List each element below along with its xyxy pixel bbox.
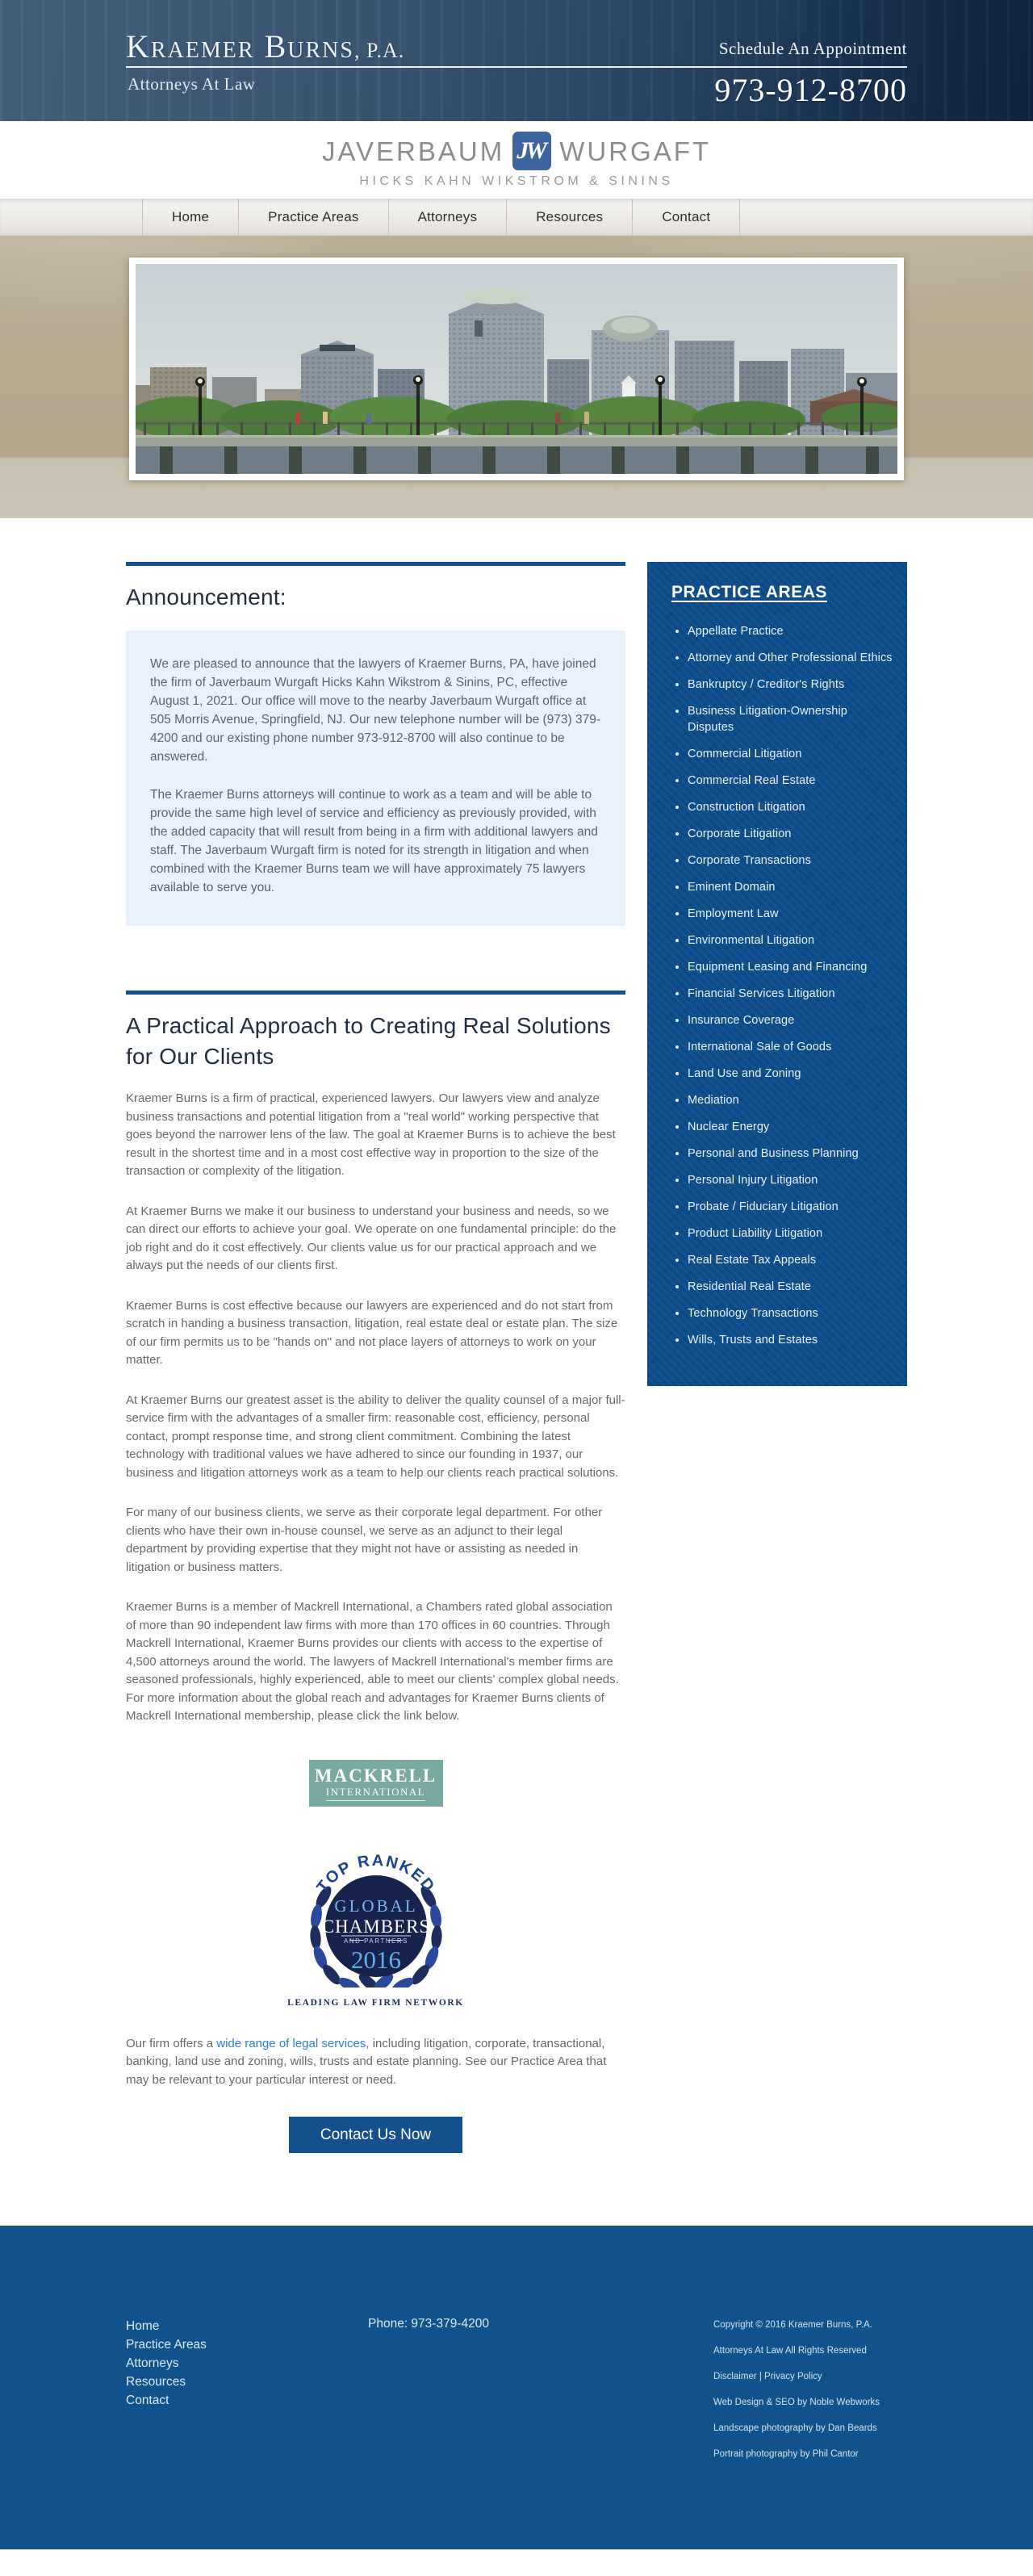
practice-area-item[interactable]: • Bankruptcy / Creditor's Rights — [688, 676, 893, 693]
footer-phone[interactable]: Phone: 973-379-4200 — [368, 2317, 489, 2331]
practice-areas-sidebar — [647, 562, 907, 1386]
practice-areas-list — [671, 623, 893, 1348]
svg-text:CHAMBERS: CHAMBERS — [321, 1916, 430, 1937]
svg-text:2016: 2016 — [350, 1945, 401, 1974]
practice-area-item[interactable]: • Personal Injury Litigation — [688, 1172, 893, 1188]
announcement-paragraph: The Kraemer Burns attorneys will continue to work as a team and will be able to provide the same high level of service and efficiency as previously provided, with the added capacity that will result from being in a firm with additional lawyers and staff. The Javerbaum Wurgaft firm is noted for its strength in litigation and when combined with the Kraemer Burns team we will have approximately 75 lawyers available to serve you. — [150, 788, 598, 894]
body-paragraph: At Kraemer Burns our greatest asset is the ability to deliver the quality counsel of a major full-service firm with the advantages of a smaller firm: reasonable cost, efficiency, personal contact, prompt response time, and strong client commitment. Combining the latest technology with traditional values we have adhered to since our founding in 1937, our business and litigation attorneys work as a team to help our clients reach practical solutions. — [126, 1393, 625, 1480]
body-paragraph: For many of our business clients, we serve as their corporate legal department. For other clients who have their own in-house counsel, we serve as an adjunct to their legal department by providing expertise that they might not have or assisting as needed in litigation or business matters. — [126, 1506, 603, 1574]
practice-area-item[interactable]: • International Sale of Goods — [688, 1039, 893, 1055]
practice-area-item[interactable]: • Real Estate Tax Appeals — [688, 1252, 893, 1268]
nav-menu — [142, 199, 907, 236]
intro-paragraphs — [126, 1090, 625, 1726]
schedule-appointment-label[interactable]: Schedule An Appointment — [718, 39, 907, 58]
body-paragraph: At Kraemer Burns we make it our business to understand your business and needs, so we can direct our efforts to achieve your goal. We operate on one fundamental principle: do the job right and do it cost effectively. Our clients value us for our practical approach and we always put the needs of our clients first. — [126, 1204, 617, 1272]
footer-nav-item[interactable]: Home — [126, 2319, 160, 2333]
footer-nav-item[interactable]: Practice Areas — [126, 2338, 207, 2352]
practice-area-item[interactable]: • Financial Services Litigation — [688, 986, 893, 1002]
practice-area-item[interactable]: • Technology Transactions — [688, 1305, 893, 1322]
main-navigation — [0, 199, 1033, 236]
footer-legal-line: Attorneys At Law All Rights Reserved — [713, 2346, 867, 2356]
body-paragraph: Kraemer Burns is a firm of practical, experienced lawyers. Our lawyers view and analyze business transactions and potential litigation from a "real world" working perspective that goes beyond the narrower lens of the law. The goal at Kraemer Burns is to achieve the best result in the shortest time and in a most cost effective way in proportion to the size of the transaction or complexity of the litigation. — [126, 1091, 616, 1178]
practice-area-item[interactable]: • Appellate Practice — [688, 623, 893, 639]
footer-nav-item[interactable]: Attorneys — [126, 2356, 179, 2370]
logo-word-wurgaft: WURGAFT — [559, 136, 712, 166]
nav-item[interactable]: Contact — [632, 199, 740, 236]
practice-area-item[interactable]: • Commercial Litigation — [688, 746, 893, 762]
practice-area-item[interactable]: • Personal and Business Planning — [688, 1146, 893, 1162]
practice-area-item[interactable]: • Insurance Coverage — [688, 1012, 893, 1028]
intro-heading: A Practical Approach to Creating Real Solutions for Our Clients — [126, 1013, 611, 1069]
site-footer-bottom — [0, 2226, 1033, 2549]
practice-area-item[interactable]: • Probate / Fiduciary Litigation — [688, 1199, 893, 1215]
nav-item[interactable]: Home — [142, 199, 238, 236]
closing-paragraph — [126, 2035, 625, 2090]
svg-text:GLOBAL: GLOBAL — [333, 1895, 418, 1916]
jw-monogram-icon: JW — [512, 132, 551, 170]
site-header — [0, 0, 1033, 121]
footer-nav-links — [126, 2317, 368, 2472]
footer-legal — [713, 2317, 907, 2472]
primary-column — [126, 562, 625, 2153]
footer-legal-line: Copyright © 2016 Kraemer Burns, P.A. — [713, 2320, 872, 2330]
announcement-heading: Announcement: — [126, 584, 286, 609]
announcement-box — [126, 630, 625, 926]
chambers-badge[interactable] — [126, 1829, 625, 2008]
practice-area-item[interactable]: • Corporate Litigation — [688, 826, 893, 842]
practice-area-item[interactable]: • Equipment Leasing and Financing — [688, 959, 893, 975]
hero-photo — [129, 258, 904, 480]
practice-area-item[interactable]: • Construction Litigation — [688, 799, 893, 815]
practice-area-item[interactable]: • Residential Real Estate — [688, 1279, 893, 1295]
legal-services-link[interactable]: wide range of legal services — [216, 2036, 366, 2050]
nav-item[interactable]: Resources — [506, 199, 632, 236]
logo-band — [0, 121, 1033, 199]
header-divider-line — [126, 66, 907, 68]
logo-subline: HICKS KAHN WIKSTROM & SININS — [359, 174, 674, 188]
practice-area-item[interactable]: • Mediation — [688, 1092, 893, 1108]
footer-nav-item[interactable]: Contact — [126, 2394, 169, 2407]
firm-name-main: Kraemer Burns — [126, 28, 354, 65]
main-content — [0, 518, 1033, 2226]
footer-nav-item[interactable]: Resources — [126, 2375, 186, 2389]
intro-accent-bar — [126, 991, 625, 995]
practice-area-item[interactable]: • Attorney and Other Professional Ethics — [688, 650, 893, 666]
mackrell-international-logo[interactable] — [309, 1760, 443, 1807]
practice-area-item[interactable]: • Corporate Transactions — [688, 852, 893, 869]
javerbaum-wurgaft-logo[interactable] — [322, 132, 711, 188]
firm-name-suffix: , P.A. — [353, 39, 405, 62]
mackrell-logo-line1: MACKRELL — [314, 1765, 437, 1786]
announcement-paragraph: We are pleased to announce that the lawyers of Kraemer Burns, PA, have joined the firm of Javerbaum Wurgaft Hicks Kahn Wikstrom & Sinins, PC, effective August 1, 2021. Our office will move to the nearby Javerbaum Wurgaft office at 505 Morris Avenue, Springfield, NJ. Our new telephone number will be (973) 379-4200 and our existing phone number 973-912-8700 will also continue to be answered. — [150, 657, 601, 764]
chambers-badge-icon — [299, 1829, 453, 1987]
svg-text:TOP RANKED: TOP RANKED — [312, 1851, 438, 1896]
closing-post-text: , including litigation, corporate, transactional, banking, land use and zoning, wills, trusts and estate planning. See our Practice Area that may be relevant to your particular interest or need. — [126, 2036, 607, 2087]
practice-area-item[interactable]: • Wills, Trusts and Estates — [688, 1332, 893, 1348]
practice-area-item[interactable]: • Land Use and Zoning — [688, 1066, 893, 1082]
contact-us-button[interactable]: Contact Us Now — [289, 2117, 462, 2153]
firm-name — [126, 27, 404, 65]
header-phone-number[interactable]: 973-912-8700 — [714, 72, 907, 108]
chambers-caption: LEADING LAW FIRM NETWORK — [287, 1997, 464, 2008]
nav-item[interactable]: Practice Areas — [238, 199, 387, 236]
logo-word-javerbaum: JAVERBAUM — [321, 136, 505, 166]
body-paragraph: Kraemer Burns is a member of Mackrell International, a Chambers rated global association of more than 90 independent law firms with more than 170 offices in 60 countries. Through Mackrell International, Kraemer Burns provides our clients with access to the expertise of 4,500 attorneys around the world. The lawyers of Mackrell International's member firms are seasoned professionals, highly experienced, able to meet our clients' complex global needs. For more information about the global reach and advantages for Kraemer Burns clients of Mackrell International membership, please click the link below. — [126, 1600, 619, 1723]
skyline-photo-illustration — [136, 264, 897, 474]
footer-legal-line: Portrait photography by Phil Cantor — [713, 2449, 859, 2459]
practice-area-item[interactable]: • Nuclear Energy — [688, 1119, 893, 1135]
practice-area-item[interactable]: • Commercial Real Estate — [688, 773, 893, 789]
practice-area-item[interactable]: • Environmental Litigation — [688, 932, 893, 949]
hero-band — [0, 236, 1033, 518]
footer-legal-line: Disclaimer | Privacy Policy — [713, 2372, 822, 2381]
firm-tagline: Attorneys At Law — [128, 74, 256, 94]
footer-legal-line: Web Design & SEO by Noble Webworks — [713, 2398, 880, 2407]
practice-areas-title[interactable]: PRACTICE AREAS — [671, 583, 827, 601]
closing-pre-text: Our firm offers a — [126, 2036, 217, 2050]
footer-legal-line: Landscape photography by Dan Beards — [713, 2423, 877, 2433]
mackrell-logo-line2: INTERNATIONAL — [326, 1786, 425, 1801]
practice-area-item[interactable]: • Product Liability Litigation — [688, 1225, 893, 1242]
practice-area-item[interactable]: • Business Litigation-Ownership Disputes — [688, 703, 893, 735]
body-paragraph: Kraemer Burns is cost effective because our lawyers are experienced and do not start from scratch in handing a business transaction, litigation, real estate deal or estate plan. The size of our firm permits us to be "hands on" and not place layers of attorneys to work on your matter. — [126, 1298, 618, 1367]
svg-text:AND PARTNERS: AND PARTNERS — [343, 1937, 408, 1945]
practice-area-item[interactable]: • Eminent Domain — [688, 879, 893, 895]
announcement-accent-bar — [126, 562, 625, 566]
practice-area-item[interactable]: • Employment Law — [688, 906, 893, 922]
nav-item[interactable]: Attorneys — [388, 199, 507, 236]
